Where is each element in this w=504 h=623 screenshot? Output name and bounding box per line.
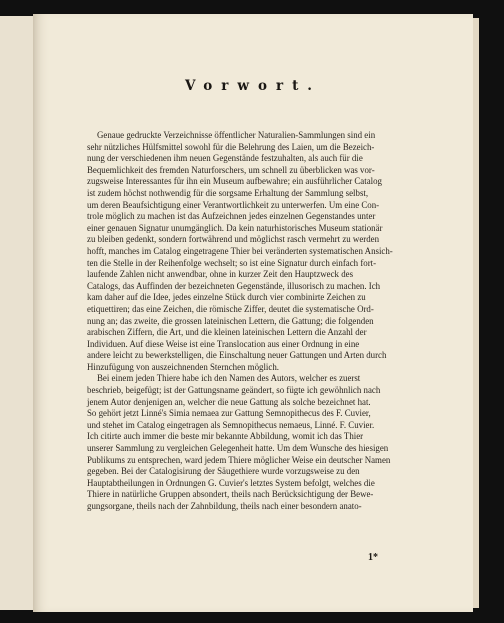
text-line: gungsorgane, theils nach der Zahnbildung, theils nach einer besondern anato- bbox=[87, 501, 362, 511]
text-line: Publikums zu entsprechen, ward jedem Thiere möglicher Weise ein deutscher Namen bbox=[87, 454, 391, 465]
text-line: Hinzufügung von auszeichnenden Sternchen möglich. bbox=[87, 361, 279, 372]
text-line: trole möglich zu machen ist das Aufzeichnen jedes einzelnen Gegenstandes unter bbox=[87, 211, 376, 222]
text-line: arabischen Ziffern, die Art, und die kleinen lateinischen Lettern die Anzahl der bbox=[87, 327, 367, 338]
text-line: sehr nützliches Hülfsmittel sowohl für die Belehrung des Laien, um die Bezeich- bbox=[87, 141, 375, 152]
text-line: beschrieb, beigefügt; ist der Gattungsname geändert, so fügte ich gewöhnlich nach bbox=[87, 385, 381, 396]
text-line: laufende Zahlen nicht anwendbar, ohne in kurzer Zeit den Hauptzweck des bbox=[87, 269, 354, 280]
text-line: zugsweise Interessantes für ihn ein Museum aufbewahre; ein ausführlicher Catalog bbox=[87, 176, 382, 187]
text-line: kam daher auf die Idee, jedes einzelne Stück durch vier combinirte Zeichen zu bbox=[87, 292, 366, 303]
text-line: um deren Beaufsichtigung einer Verantwortlichkeit zu unterwerfen. Um eine Con- bbox=[87, 199, 380, 210]
text-line: ist zudem höchst nothwendig für die sorgsame Erhaltung der Sammlung selbst, bbox=[87, 187, 369, 198]
text-line: Hauptabtheilungen in Ordnungen G. Cuvier's letztes System befolgt, welches die bbox=[87, 477, 375, 488]
text-line: Bei einem jeden Thiere habe ich den Namen des Autors, welcher es zuerst bbox=[97, 373, 361, 384]
preface-text bbox=[87, 130, 471, 513]
book-page bbox=[33, 14, 473, 612]
text-line: ten die Stelle in der Reihenfolge wechselt; so ist eine Signatur durch einfach fort- bbox=[87, 257, 377, 268]
left-page-edge bbox=[0, 16, 35, 610]
text-line: hofft, manches im Catalog eingetragene Thier bei veränderten systematischen Ansich- bbox=[87, 245, 393, 256]
text-line: Catalogs, das Auffinden der bezeichneten Gegenstände, illusorisch zu machen. Ich bbox=[87, 280, 381, 291]
text-line: einer genauen Signatur unumgänglich. Da kein naturhistorisches Museum stationär bbox=[87, 222, 383, 233]
text-line: etiquettiren; das eine Zeichen, die römische Ziffer, deutet die systematische Ord- bbox=[87, 303, 374, 314]
text-line: und stehet im Catalog eingetragen als Semnopithecus nemaeus, Linné. F. Cuvier. bbox=[87, 419, 375, 430]
text-line: zu bleiben gedenkt, sondern fortwährend und möglichst rasch vermehrt zu werden bbox=[87, 234, 380, 245]
text-line: jenem Autor denjenigen an, welcher die neue Gattung als solche bezeichnet hat. bbox=[87, 396, 371, 407]
text-line: nung der verschiedenen ihm neuen Gegenstände festzuhalten, als auch für die bbox=[87, 153, 363, 164]
text-line: Genaue gedruckte Verzeichnisse öffentlicher Naturalien-Sammlungen sind ein bbox=[97, 130, 376, 140]
text-line: Ich citirte auch immer die beste mir bekannte Abbildung, womit ich das Thier bbox=[87, 431, 364, 442]
text-line: Thiere in natürliche Gruppen absondert, theils nach Berücksichtigung der Bewe- bbox=[87, 489, 374, 500]
text-line: So gehört jetzt Linné's Simia nemaea zur Gattung Semnopithecus des F. Cuvier, bbox=[87, 408, 371, 419]
text-line: Bequemlichkeit des fremden Naturforschers, um schnell zu überblicken was vor- bbox=[87, 164, 375, 175]
page-title: Vorwort. bbox=[184, 78, 322, 94]
text-line: Individuen. Auf diese Weise ist eine Translocation aus einer Ordnung in eine bbox=[87, 338, 360, 349]
text-line: andere leicht zu bewerkstelligen, die Einschaltung neuer Gattungen und Arten durch bbox=[87, 350, 387, 361]
text-line: gegeben. Bei der Catalogisirung der Säugethiere wurde vorzugsweise zu den bbox=[87, 466, 360, 477]
text-line: unserer Sammlung zu vergleichen Gelegenheit hatte. Um dem Wunsche des hiesigen bbox=[87, 443, 389, 454]
text-line: nung an; das zweite, die grossen lateinischen Lettern, die Gattung; die folgenden bbox=[87, 315, 374, 326]
sheet-signature: 1* bbox=[368, 552, 378, 563]
